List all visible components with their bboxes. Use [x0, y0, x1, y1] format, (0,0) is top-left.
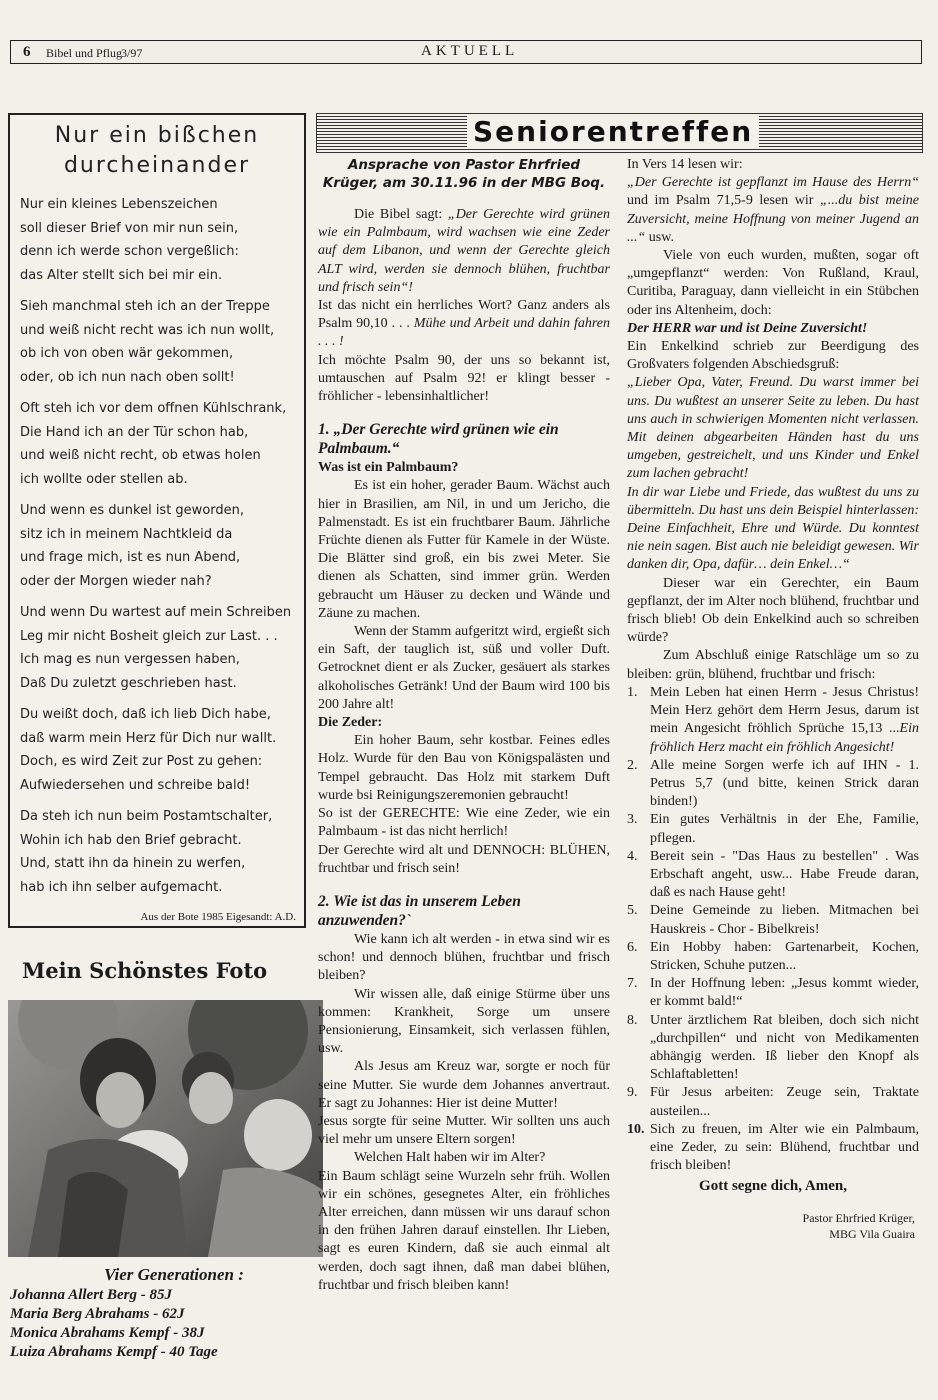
question-heading: Was ist ein Palmbaum?: [318, 460, 459, 476]
advice-text: Sich zu freuen, im Alter wie ein Palmbaum, eine Zeder, zu sein: Blühend, fruchtbar und frisch bleiben!: [650, 1121, 919, 1174]
article-column-right: [627, 156, 919, 1242]
signature-place: MBG Vila Guaira: [829, 1226, 915, 1241]
signature: [627, 1210, 919, 1242]
advice-text: Alle meine Sorgen werfe ich auf IHN - 1. Petrus 5,7 (und bitte, keinen Strick daran binden!): [650, 757, 919, 810]
poem-line: Daß Du zuletzt geschrieben hast.: [20, 675, 237, 691]
issue-number: 3/97: [121, 46, 143, 60]
advice-item: [627, 1084, 919, 1120]
advice-number: 1.: [627, 684, 638, 700]
question-heading: Die Zeder:: [318, 715, 383, 731]
paragraph: Der HERR war und ist Deine Zuversicht!: [627, 320, 868, 336]
advice-number: 2.: [627, 757, 638, 773]
article-banner: [316, 113, 923, 153]
advice-number: 3.: [627, 812, 638, 828]
poem-line: Oft steh ich vor dem offnen Kühlschrank,: [20, 401, 287, 416]
poem-line: Und wenn es dunkel ist geworden,: [20, 503, 245, 518]
advice-emphasis: Ein fröhlich Herz macht ein fröhlich Angesicht!: [650, 721, 919, 755]
advice-item: [627, 684, 919, 757]
advice-text: Ein gutes Verhältnis in der Ehe, Familie, pflegen.: [650, 812, 919, 846]
advice-item: [627, 939, 919, 975]
article-subtitle: Ansprache von Pastor Ehrfried Krüger, am 30.11.96 in der MBG Boq.: [322, 157, 606, 191]
poem-line: das Alter stellt sich bei mir ein.: [20, 267, 223, 283]
advice-text: Mein Leben hat einen Herrn - Jesus Christus! Mein Herz gehört dem Herrn Jesus, darum ist mein Angesicht fröhlich Sprüche 15,13 ...: [650, 684, 919, 737]
poem-stanzas: [20, 193, 305, 907]
closing-blessing: Gott segne dich, Amen,: [699, 1178, 847, 1195]
advice-text: Ein Hobby haben: Gartenarbeit, Kochen, Stricken, Schuhe putzen...: [650, 939, 919, 973]
advice-item: [627, 1012, 919, 1085]
paragraph: Der Gerechte wird alt und DENNOCH: BLÜHEN, fruchtbar und frisch sein!: [318, 842, 610, 876]
caption-title: Vier Generationen :: [104, 1265, 244, 1284]
paragraph: Ich möchte Psalm 90, der uns so bekannt ist, umtauschen auf Psalm 92! er klingt besser - fröhlicher - lebensinhaltlicher!: [318, 352, 610, 405]
section-heading: 1. „Der Gerechte wird grünen wie ein Palmbaum.“: [318, 421, 559, 458]
section-title: AKTUELL: [421, 43, 519, 59]
poem-line: Du weißt doch, daß ich lieb Dich habe,: [20, 707, 271, 722]
poem-stanza: [20, 805, 305, 899]
advice-list: [627, 684, 919, 1175]
advice-item: [627, 848, 919, 903]
advice-item: [627, 811, 919, 847]
paragraph: So ist der GERECHTE: Wie eine Zeder, wie ein Palmbaum - ist das nicht herrlich!: [318, 806, 610, 840]
paragraph: Es ist ein hoher, gerader Baum. Wächst auch hier in Brasilien, am Nil, in und um Jericho, die Palmenstadt. Es ist ein fruchtbarer Baum. Jährliche Früchte dienen als Futter für Kamele in der Wüste. Die Blätter sind groß, ein bis zwei Meter. Sie dienen als Schatten, sind immer grün. Werden gebraucht um Häuser zu decken und Wände und Zäune zu machen.: [318, 478, 610, 621]
advice-number: 7.: [627, 976, 638, 992]
poem-stanza: [20, 193, 305, 287]
advice-text: Unter ärztlichem Rat bleiben, doch sich nicht „durchpillen“ und nicht von Medikamenten abhängig werden. Iß lieber den Knopf als Schlaftabletten!: [650, 1012, 919, 1083]
poem-line: Die Hand ich an der Tür schon hab,: [20, 424, 249, 440]
poem-line: Doch, es wird Zeit zur Post zu gehen:: [20, 754, 263, 769]
poem-line: denn ich werde schon vergeßlich:: [20, 244, 239, 259]
poem-line: ich wollte oder stellen ab.: [20, 471, 188, 487]
paragraph: Viele von euch wurden, mußten, sogar oft „umgepflanzt“ werden: Von Rußland, Kraul, Curitiba, Paraguay, dann vielleicht in ein Stübchen oder ins Altenheim, doch:: [627, 248, 919, 318]
paragraph: Die Bibel sagt: „Der Gerechte wird grünen wie ein Palmbaum, wird wachsen wie eine Zeder auf dem Libanon, und wenn der Gerechte gleich ALT wird, werden sie dennoch blühen, fruchtbar und frisch sein“!: [318, 207, 610, 295]
photo-section-heading: Mein Schönstes Foto: [22, 958, 268, 983]
advice-text: Deine Gemeinde zu lieben. Mitmachen bei Hauskreis - Chor - Bibelkreis!: [650, 903, 919, 937]
section-heading: 2. Wie ist das in unserem Leben anzuwenden?`: [318, 892, 521, 929]
poem-title: Nur ein bißchen durcheinander: [54, 123, 260, 178]
article-column-left: [318, 156, 610, 1295]
poem-line: Und, statt ihn da hinein zu werfen,: [20, 856, 246, 871]
poem-line: Und wenn Du wartest auf mein Schreiben: [20, 605, 292, 620]
poem-line: hab ich ihn selber aufgemacht.: [20, 879, 223, 895]
poem-line: oder der Morgen wieder nah?: [20, 573, 212, 589]
paragraph: Welchen Halt haben wir im Alter?: [354, 1150, 546, 1166]
page-number: 6: [23, 44, 31, 60]
paragraph: Jesus sorgte für seine Mutter. Wir sollten uns auch viel mehr um unsere Eltern sorgen!: [318, 1113, 610, 1148]
advice-item: [627, 975, 919, 1011]
paragraph: In Vers 14 lesen wir:: [627, 157, 743, 172]
poem-line: Da steh ich nun beim Postamtschalter,: [20, 809, 273, 824]
poem-line: sitz ich in meinem Nachtkleid da: [20, 526, 233, 542]
poem-line: und weiß nicht recht, ob etwas holen: [20, 448, 261, 463]
poem-line: oder, ob ich nun nach oben sollt!: [20, 369, 235, 385]
poem-box: [8, 113, 306, 928]
advice-item: [627, 902, 919, 938]
poem-line: Sieh manchmal steh ich an der Treppe: [20, 299, 270, 314]
advice-item: [627, 1121, 919, 1176]
poem-line: und frage mich, ist es nun Abend,: [20, 550, 241, 565]
poem-line: Ich mag es nun vergessen haben,: [20, 652, 240, 667]
letter-quote: „Lieber Opa, Vater, Freund. Du warst immer bei uns. Du wußtest an unserer Seite zu leben. Du hast uns auch in schwierigen Momenten nicht verlassen. Mit deinen abgearbeiten Händen hast du uns umgeben, gestreichelt, und uns Kinder und Enkel zum lachen gebracht!: [627, 375, 919, 482]
paragraph: Ein Enkelkind schrieb zur Beerdigung des Großvaters folgenden Abschiedsgruß:: [627, 339, 919, 373]
paragraph: Ist das nicht ein herrliches Wort? Ganz anders als Psalm 90,10 . . . Mühe und Arbeit und dahin fahren . . . !: [318, 298, 610, 350]
paragraph: Wenn der Stamm aufgeritzt wird, ergießt sich ein Saft, der tauglich ist, süß und voller Duft. Getrocknet dient er als Zucker, gesäuert als starkes alkoholisches Getränk! Und der Baum wird 100 bis 200 Jahre alt!: [318, 624, 610, 712]
paragraph: Ein hoher Baum, sehr kostbar. Feines edles Holz. Wurde für den Bau von Königspalästen und Tempel gebraucht. Das Holz mit starkem Duft wurde bsi Reinigungszeremonien gebraucht!: [318, 733, 610, 803]
advice-number: 5.: [627, 903, 638, 919]
paragraph: Dieser war ein Gerechter, ein Baum gepflanzt, der im Alter noch blühend, fruchtbar und frisch blieb! Ob dein Enkelkind auch so schreiben würde?: [627, 575, 919, 646]
poem-line: ob ich von oben wär gekommen,: [20, 346, 234, 361]
poem-stanza: [20, 703, 305, 797]
advice-number: 4.: [627, 848, 638, 864]
advice-text: Für Jesus arbeiten: Zeuge sein, Traktate austeilen...: [650, 1085, 919, 1119]
page-header: [10, 40, 922, 64]
poem-line: daß warm mein Herz für Dich nur wallt.: [20, 730, 277, 746]
poem-line: und weiß nicht recht was ich nun wollt,: [20, 322, 275, 338]
advice-number: 10.: [627, 1121, 645, 1137]
poem-stanza: [20, 499, 305, 593]
advice-text: In der Hoffnung leben: „Jesus kommt wieder, er kommt bald!“: [650, 976, 919, 1010]
poem-line: Aufwiedersehen und schreibe bald!: [20, 777, 251, 793]
poem-line: Wohin ich hab den Brief gebracht.: [20, 832, 242, 848]
paragraph: Wir wissen alle, daß einige Stürme über uns kommen: Krankheit, Sorge um unsere Pensionierung, Einsamkeit, sich verlassen fühlen, usw.: [318, 986, 610, 1057]
caption-person: Monica Abrahams Kempf - 38J: [10, 1325, 205, 1341]
poem-stanza: [20, 601, 305, 695]
advice-text: Bereit sein - "Das Haus zu bestellen" . Was Erbschaft angeht, usw... Habe Freude daran, daß es nach Hause geht!: [650, 848, 919, 901]
publication-name: Bibel und Pflug: [46, 46, 123, 60]
paragraph: Wie kann ich alt werden - in etwa sind wir es schon! und dennoch blühen, fruchtbar und frisch bleiben?: [318, 931, 610, 984]
advice-item: [627, 757, 919, 812]
article-title: Seniorentreffen: [467, 115, 759, 148]
poem-stanza: [20, 295, 305, 389]
poem-line: Nur ein kleines Lebenszeichen: [20, 197, 218, 212]
family-photo: [8, 1000, 323, 1257]
paragraph: Zum Abschluß einige Ratschläge um so zu bleiben: grün, blühend, fruchtbar und frisch:: [627, 648, 919, 682]
poem-stanza: [20, 397, 305, 491]
advice-number: 8.: [627, 1012, 638, 1028]
poem-source: Aus der Bote 1985 Eigesandt: A.D.: [140, 911, 296, 923]
caption-person: Johanna Allert Berg - 85J: [10, 1287, 172, 1303]
poem-line: soll dieser Brief von mir nun sein,: [20, 220, 239, 236]
poem-line: Leg mir nicht Bosheit gleich zur Last. . .: [20, 628, 278, 644]
paragraph: „Der Gerechte ist gepflanzt im Hause des Herrn“ und im Psalm 71,5-9 lesen wir „...du bist meine Zuversicht, meine Hoffnung von meiner Jugend an ...“ usw.: [627, 175, 919, 245]
paragraph: Ein Baum schlägt seine Wurzeln sehr früh. Wollen wir ein schönes, gesegnetes Alter, ein fröhliches Alter erreichen, dann müssen wir uns darauf schon in den frühen Jahren darauf einstellen. Ihr Lieben, sagt es euren Kindern, daß sie auch einmal alt werden, doch sagt ihnen, daß man dabei blühen, fruchtbar und frisch bleiben kann!: [318, 1168, 610, 1293]
photo-caption: [10, 1265, 310, 1362]
signature-name: Pastor Ehrfried Krüger,: [802, 1210, 915, 1225]
caption-person: Maria Berg Abrahams - 62J: [10, 1306, 185, 1322]
letter-quote: In dir war Liebe und Friede, das wußtest du uns zu übermitteln. Du hast uns dein Beispiel hinterlassen: Deine Einfachheit, Ehre und Würde. Du konntest nie nein sagen. Bist auch nie beleidigt gewesen. Wir danken dir, Opa, dafür… dein Enkel…“: [627, 484, 919, 573]
caption-person: Luiza Abrahams Kempf - 40 Tage: [10, 1344, 218, 1360]
advice-number: 6.: [627, 939, 638, 955]
advice-number: 9.: [627, 1085, 638, 1101]
paragraph: Als Jesus am Kreuz war, sorgte er noch für seine Mutter. Sie wurde dem Johannes anvertraut. Er sagt zu Johannes: Hier ist deine Mutter!: [318, 1059, 610, 1111]
